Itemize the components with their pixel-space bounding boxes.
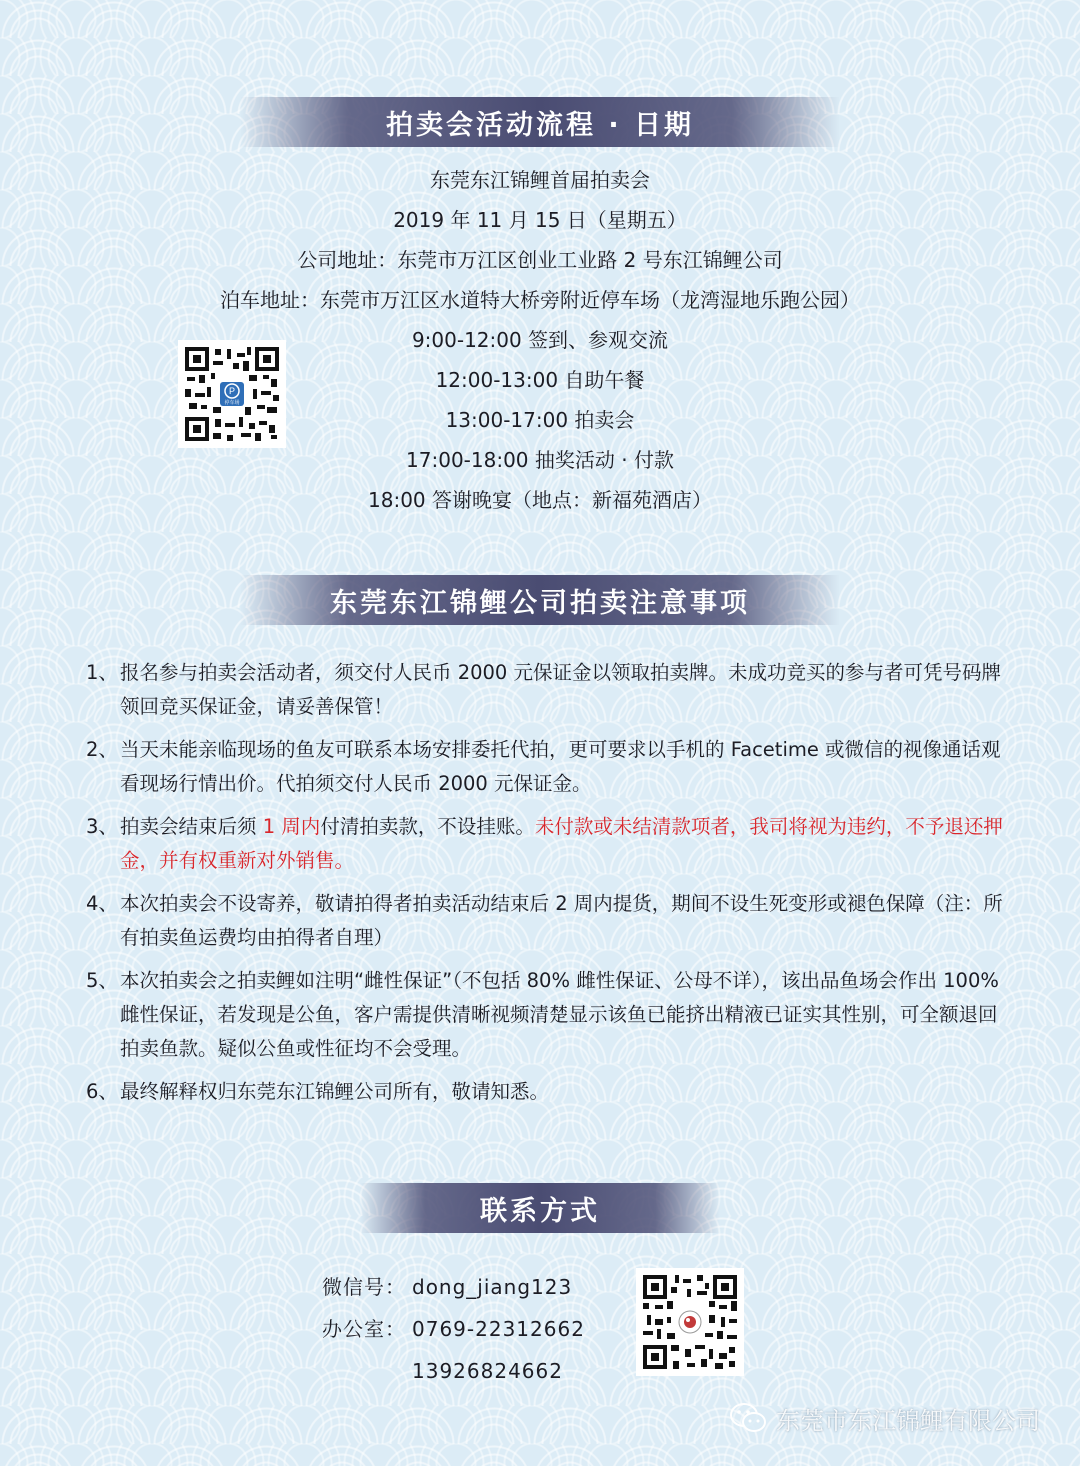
- note-item: [86, 810, 1006, 878]
- qr-code-icon: [183, 345, 281, 443]
- office-phone: 0769-22312662: [412, 1317, 585, 1341]
- note-item: [86, 656, 1006, 724]
- note-item: [86, 1075, 1006, 1109]
- note-number: 2、: [86, 738, 118, 761]
- parking-qr-code: [178, 340, 286, 448]
- note-text: 本次拍卖会之拍卖鲤如注明“雌性保证”（不包括 80% 雌性保证、公母不详），该出品鱼场会作出 100% 雌性保证，若发现是公鱼，客户需提供清晰视频清楚显示该鱼已能挤出精液已证实其性别，可全额退回拍卖鱼款。疑似公鱼或性征均不会受理。: [120, 969, 999, 1060]
- note-text-part: 拍卖会结束后须: [120, 815, 263, 838]
- mobile-row: [322, 1350, 585, 1392]
- schedule-item: 12:00-13:00 自助午餐: [435, 368, 645, 392]
- note-number: 4、: [86, 892, 118, 915]
- schedule-block: [0, 160, 1080, 520]
- default-warning: 未付款或未结清款项者，我司将视为违约，不予退还押金，并有权重新对外销售。: [120, 815, 1003, 872]
- schedule-item: 9:00-12:00 签到、参观交流: [411, 328, 669, 352]
- svg-text:P: P: [228, 386, 236, 396]
- mobile-phone: 13926824662: [412, 1359, 563, 1383]
- note-number: 3、: [86, 815, 118, 838]
- note-text: 当天未能亲临现场的鱼友可联系本场安排委托代拍，更可要求以手机的 Facetime 或微信的视像通话观看现场行情出价。代拍须交付人民币 2000 元保证金。: [120, 738, 1001, 795]
- contact-block: [322, 1266, 585, 1392]
- account-name: 东莞市东江锦鲤有限公司: [776, 1406, 1040, 1435]
- note-text-part: 付清拍卖款，不设挂账。: [320, 815, 535, 838]
- wechat-id: dong_jiang123: [412, 1275, 573, 1299]
- contact-banner: [360, 1183, 720, 1233]
- notes-list: [86, 656, 1006, 1118]
- notes-banner: [240, 575, 840, 625]
- notes-banner-title: 东莞东江锦鲤公司拍卖注意事项: [330, 587, 750, 619]
- contact-banner-title: 联系方式: [480, 1195, 600, 1227]
- wechat-label: 微信号：: [322, 1275, 406, 1299]
- event-name: 东莞东江锦鲤首届拍卖会: [430, 168, 650, 192]
- note-number: 6、: [86, 1080, 118, 1103]
- schedule-item: 17:00-18:00 抽奖活动 · 付款: [406, 448, 674, 472]
- wechat-icon: [728, 1398, 768, 1438]
- qr-caption: 停车场: [224, 400, 240, 406]
- qr-code-icon: [641, 1273, 739, 1371]
- note-number: 1、: [86, 661, 118, 684]
- note-item: [86, 964, 1006, 1066]
- note-text: 报名参与拍卖会活动者，须交付人民币 2000 元保证金以领取拍卖牌。未成功竞买的参与者可凭号码牌领回竞买保证金，请妥善保管！: [120, 661, 1002, 718]
- note-text: 最终解释权归东莞东江锦鲤公司所有，敬请知悉。: [120, 1080, 550, 1103]
- schedule-banner-title: 拍卖会活动流程 · 日期: [385, 109, 695, 141]
- office-label: 办公室：: [322, 1317, 406, 1341]
- schedule-banner: [240, 97, 840, 147]
- note-number: 5、: [86, 969, 118, 992]
- event-date: 2019 年 11 月 15 日（星期五）: [393, 208, 687, 232]
- parking-address: 泊车地址：东莞市万江区水道特大桥旁附近停车场（龙湾湿地乐跑公园）: [220, 288, 860, 312]
- note-text: 本次拍卖会不设寄养，敬请拍得者拍卖活动结束后 2 周内提货，期间不设生死变形或褪色保障（注：所有拍卖鱼运费均由拍得者自理）: [120, 892, 1003, 949]
- wechat-row: [322, 1266, 585, 1308]
- office-row: [322, 1308, 585, 1350]
- schedule-item: 13:00-17:00 拍卖会: [445, 408, 635, 432]
- note-item: [86, 887, 1006, 955]
- note-text: [120, 810, 1006, 878]
- schedule-item: 18:00 答谢晚宴（地点：新福苑酒店）: [368, 488, 712, 512]
- wechat-account-watermark: [728, 1398, 1040, 1438]
- payment-deadline: 1 周内: [262, 815, 321, 838]
- company-address: 公司地址：东莞市万江区创业工业路 2 号东江锦鲤公司: [297, 248, 783, 272]
- mobile-label-spacer: [322, 1350, 412, 1392]
- note-item: [86, 733, 1006, 801]
- wechat-qr-code: [636, 1268, 744, 1376]
